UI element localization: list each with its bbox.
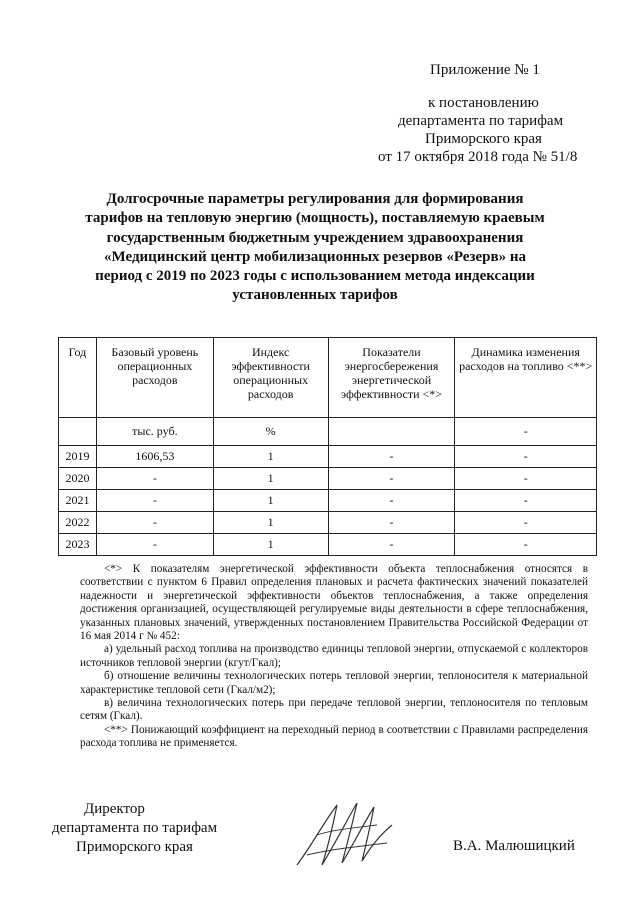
resolution-line-3: Приморского края — [425, 131, 542, 147]
table-cell: 1 — [213, 468, 328, 490]
table-cell — [59, 418, 97, 446]
header-energy-saving: Показатели энергосбережения энергетической эффективности <*> — [328, 338, 455, 418]
footnote-fuel-coefficient: <**> Понижающий коэффициент на переходный период в соответствии с Правилами распределения расхода топлива не применяется. — [80, 723, 588, 750]
resolution-line-1: к постановлению — [428, 95, 539, 111]
footnote-item-b: б) отношение величины технологических потерь тепловой энергии, теплоносителя к материальной характеристике тепловой сети (Гкал/м2); — [80, 670, 588, 696]
table-cell: 1 — [213, 490, 328, 512]
table-units-row — [59, 418, 597, 446]
footnote-item-c: в) величина технологических потерь при передаче тепловой энергии, теплоносителя по тепловым сетям (Гкал). — [80, 697, 588, 723]
table-cell: - — [455, 512, 597, 534]
table-cell: 1606,53 — [96, 446, 213, 468]
position-line-3: Приморского края — [76, 839, 193, 855]
table-cell: - — [96, 468, 213, 490]
table-cell: 2021 — [59, 490, 97, 512]
table-cell: - — [96, 512, 213, 534]
table-cell — [328, 418, 455, 446]
table-cell: тыс. руб. — [96, 418, 213, 446]
table-cell: 1 — [213, 512, 328, 534]
handwritten-signature — [292, 795, 402, 870]
footnote-energy-efficiency: <*> К показателям энергетической эффективности объекта теплоснабжения относятся в соответствии с пунктом 6 Правил определения плановых и расчета фактических значений показателей надежности и энергетической эффективности объектов теплоснабжения, а также определения достижения организацией, осуществляющей регулируемые виды деятельности в сфере теплоснабжения, указанных плановых значений, утвержденных постановлением Правительства Российской Федерации от 16 мая 2014 г № 452: — [80, 563, 588, 643]
table-header-row — [59, 338, 597, 418]
signatory-name: В.А. Малюшицкий — [453, 838, 575, 854]
table-row — [59, 512, 597, 534]
table-cell: - — [328, 468, 455, 490]
header-efficiency-index: Индекс эффективности операционных расходов — [213, 338, 328, 418]
table-cell: - — [455, 468, 597, 490]
table-cell: - — [96, 534, 213, 556]
table-row — [59, 534, 597, 556]
table-cell: 1 — [213, 534, 328, 556]
header-fuel-dynamics: Динамика изменения расходов на топливо <**> — [455, 338, 597, 418]
position-line-2: департамента по тарифам — [52, 820, 218, 836]
table-row — [59, 490, 597, 512]
parameters-table — [58, 337, 597, 556]
header-base-level: Базовый уровень операционных расходов — [96, 338, 213, 418]
footnotes — [80, 563, 588, 751]
appendix-label: Приложение № 1 — [430, 62, 540, 78]
table-cell: 2022 — [59, 512, 97, 534]
table-cell: - — [455, 490, 597, 512]
table-cell: 2023 — [59, 534, 97, 556]
table-cell: 1 — [213, 446, 328, 468]
document-title: Долгосрочные параметры регулирования для формирования тарифов на тепловую энергию (мощность), поставляемую краевым государственным бюджетным учреждением здравоохранения «Медицинский центр мобилизационных резервов «Резерв» на период с 2019 по 2023 годы с использованием метода индексации установленных тарифов — [85, 191, 545, 304]
table-row — [59, 446, 597, 468]
footnote-item-a: а) удельный расход топлива на производство единицы тепловой энергии, отпускаемой с коллекторов источников тепловой энергии (кгут/Гкал); — [80, 643, 588, 669]
header-year: Год — [59, 338, 97, 418]
table-cell: - — [455, 418, 597, 446]
resolution-line-2: департамента по тарифам — [398, 113, 564, 129]
table-cell: % — [213, 418, 328, 446]
table-cell: - — [328, 490, 455, 512]
table-cell: 2020 — [59, 468, 97, 490]
table-cell: - — [328, 446, 455, 468]
table-cell: - — [96, 490, 213, 512]
table-cell: 2019 — [59, 446, 97, 468]
table-cell: - — [455, 446, 597, 468]
table-cell: - — [455, 534, 597, 556]
signatory-position — [52, 800, 217, 857]
table-row — [59, 468, 597, 490]
table-cell: - — [328, 512, 455, 534]
resolution-line-4: от 17 октября 2018 года № 51/8 — [378, 149, 578, 165]
position-line-1: Директор — [84, 801, 145, 817]
table-cell: - — [328, 534, 455, 556]
